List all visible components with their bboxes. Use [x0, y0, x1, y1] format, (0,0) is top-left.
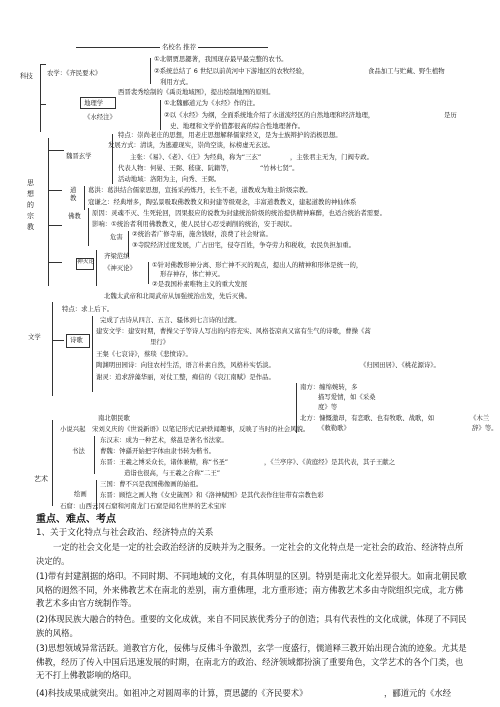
calli-label: 书法 [72, 447, 85, 455]
shen-fan: 齐梁范缜 [104, 252, 130, 260]
shen-book-bracket [148, 262, 149, 284]
bracket-tick [40, 64, 46, 65]
dao-line-1: 葛洪：葛洪结合儒家思想，宣扬采药炼丹，长生不老，道教成为地主阶级宗教。 [88, 186, 312, 194]
folk-north-bracket: 《敕勒歌》 [318, 424, 350, 432]
point-2: (2)体现民族大融合的特色。重要的文化成就，来自不同民族优秀分子的创造；具有代表性的文化成就，体现了不同民族的风格。 [36, 614, 467, 638]
fo-line-4: ③寺院经济过度发展，广占田宅，侵夺百姓，争夺劳力和税收，农民负担加重。 [132, 241, 356, 249]
map-note: 西晋裴秀绘制的《禹贡地域图》，提出绘制地图的原则。 [118, 88, 275, 96]
fo-label: 佛教 [68, 212, 81, 220]
calli-line-3b: ，《兰亭序》、《黄庭经》是其代表，其子王献之 [264, 458, 395, 466]
paint-label: 绘画 [74, 490, 87, 498]
dao-label: 道教 [70, 186, 77, 202]
point-4: (4)科技成果成就突出。如祖冲之对圆周率的计算，贾思勰的《齐民要术》 [36, 688, 308, 698]
thought-label: 思想的宗教 [27, 179, 34, 231]
lit-features: 特点：求上后下。 [62, 305, 114, 313]
bracket-tick [48, 225, 62, 226]
bracket-tick [48, 190, 62, 191]
folk-north-1: 北方：慷慨激昂，有恋歌、也有牧歌、战歌，如 [300, 414, 435, 422]
fo-line-3: ②统治者广修寺庙，施舍钱财，浪费了社会财富。 [132, 230, 272, 238]
fo-line-1: 原因：灵魂不灭、生死轮回，因果报应的说教为封建统治阶级的统治提供精神麻醉，也适合统治者需要。 [92, 209, 386, 217]
section-subtitle: 1、关于文化特点与社会政治、经济特点的关系 [36, 528, 214, 538]
folk-north-3: 辞》等。 [472, 424, 498, 432]
dao-bracket [84, 186, 85, 210]
shuijing-line-1: ①北魏郦道元为《水经》作的注。 [164, 99, 260, 107]
shen-claim-1b: 形存神存，体亡神灭。 [160, 270, 224, 278]
geo-label: 地理学 [84, 99, 104, 107]
shen-label: 神灭论 [77, 259, 95, 265]
paint-line-2: 东晋：顾恺之画人物《女史箴图》和《洛神赋图》是其代表作往往带有宗教色彩 [100, 491, 324, 499]
intro-paragraph: 一定的社会文化是一定的社会政治经济的反映并为之服务。一定社会的文化特点是一定社会的政治、经济特点所决定的。 [36, 542, 464, 566]
calli-bracket [94, 436, 95, 474]
shen-weiban: 北魏太武帝和北周武帝从加强统治出发，先后灭佛。 [104, 292, 251, 300]
header-rule-left [76, 47, 160, 48]
poetry-line-1: 完成了古诗从四言、五言、骚体到七言诗的过渡。 [100, 316, 241, 324]
novel-line-2: 宋刘义庆的《世说新语》以笔记形式记录轶闻趣事，反映了当时的社会风貌。 [92, 425, 310, 433]
wei-line-2: 发展方式：清谈，为逃避现实，崇尚空谈，标榜虚无玄远。 [108, 141, 275, 149]
lit-label: 文学 [28, 333, 41, 341]
calli-line-1: 东汉末：成为一种艺术，蔡邕是著名书法家。 [100, 436, 228, 444]
header-title: 名校名 推荐 [162, 43, 196, 51]
folk-north-2: 《木兰 [470, 414, 490, 422]
fo-bracket [88, 208, 89, 246]
dao-line-2: 寇谦之：经典增多，陶弘景吸取佛教教义和封建等级观念，丰富道教教义，建起道教的神仙体系 [88, 198, 357, 206]
wei-line-4b: “竹林七贤”。 [260, 164, 299, 172]
shen-bracket [96, 250, 97, 286]
folk-south-3: 度》等 [318, 403, 338, 411]
agri-line-2b: 食品加工与贮藏、野生植物 [368, 67, 445, 75]
poetry-line-3: 王粲《七哀诗》，蔡琰《悲愤诗》。 [96, 350, 192, 358]
shuijing-bracket [160, 100, 161, 130]
shen-book: 《神灭论》 [104, 264, 136, 272]
bracket-tick [48, 262, 62, 263]
poetry-line-2b: 里行》 [150, 338, 170, 346]
poetry-line-4: 陶渊明田园诗：向往农村生活，语言朴素自然，风格朴实恬淡。 [96, 361, 275, 369]
shuijing-line-2: ②以《水经》为纲，全面系统地介绍了水道流经区的自然地理和经济地理， [164, 111, 375, 119]
bracket-tick [48, 150, 64, 151]
wei-line-5: 活动地域：洛阳为主，向秀、王弼。 [118, 175, 221, 183]
bracket-tick [40, 104, 46, 105]
agri-line-2: ②系统总结了 6 世纪以前黄河中下游地区的农牧经验， [154, 67, 309, 75]
shuijing-line-3: 史、地理和文学价值都很高的综合性地理著作。 [170, 122, 305, 130]
calli-line-4: 造诣也很高，与王羲之合称“二王” [124, 469, 221, 477]
novel-line-1: 南北朝民歌 [98, 414, 130, 422]
poetry-label: 诗歌 [70, 336, 83, 344]
header-rule-right [198, 47, 268, 48]
shen-claim-1: ①针对佛教形神分离、形亡神不灭的观点，提出人的精神和形体是统一的， [152, 261, 363, 269]
paint-line-3: 石窟：山西云冈石窟和河南龙门石窟是闻名世界的艺术宝库 [60, 502, 227, 510]
wei-line-4: 代表人物：何晏、王弼、嵇康、阮籍等， [118, 164, 234, 172]
wei-label: 魏晋玄学 [66, 152, 92, 160]
art-bracket [52, 420, 53, 506]
point-1: (1)带有封建割据的烙印。不同时期、不同地域的文化，有具体明显的区别。特别是南北文化差异很大。如南北朝民歌风格的迥然不同，外来佛教艺术在南北的差别，南方重佛理，北方重形迹；南方佛教艺术多由寺院组织完成，北方佛教艺术多由官方统制作等。 [36, 571, 467, 608]
art-label: 艺术 [34, 475, 48, 483]
section-title: 重点、难点、考点 [36, 514, 116, 525]
poetry-line-2: 建安文学：建安时期，曹操父子等诗人写出的内容充实、风格苍凉真又富有生气的诗歌，曹操《蒿 [96, 327, 371, 335]
agri-line-3: 利用方式。 [160, 78, 192, 86]
point-3: (3)思想领域异常活跃。道教官方化，佞佛与反佛斗争激烈，玄学一度盛行，儒道释三教开始出现合流的迹象。尤其是佛教，经历了传入中国后迅速发展的时期，在南北方的政治、经济领域都扮演了重要角色，文学艺术的各个门类，也无不打上佛教影响的烙印。 [36, 643, 467, 680]
poetry-bracket [92, 316, 93, 392]
agri-bracket [150, 58, 151, 84]
bracket-tick [52, 340, 64, 341]
agri-label: 农学：《齐民要术》 [47, 69, 102, 77]
poetry-line-5: 谢灵：追求辞藻华丽，对仗工整，痴信的《哀江南赋》是作品。 [96, 373, 275, 381]
shuijing-line-2b: 是历 [444, 111, 457, 119]
thought-bracket [48, 138, 49, 286]
poetry-line-4b: 《归园田居》、《桃花源诗》。 [360, 361, 440, 369]
agri-line-1: ①北朝贾思勰著，我国现存最早最完整的农书。 [154, 55, 288, 63]
paint-line-1: 三国：曹不兴是我国佛像画的始祖。 [100, 480, 203, 488]
folk-south-1: 南方：缠绵婉转，多 [300, 383, 358, 391]
calli-line-3: 东晋：王羲之博采众长，诸体兼精，称“书圣” [100, 458, 229, 466]
point-4b: ，郦道元的《水经 [384, 688, 451, 698]
wei-line-3: 主张：《易》、《老》、《庄》为经典，称为“三玄” [130, 153, 262, 161]
fo-line-2: 影响：①统治者利用佛教教义，使人民甘心忍受剥削的统治，安于现状。 [92, 220, 296, 228]
science-bracket [40, 64, 41, 132]
shuijing-label: 《水经注》 [84, 113, 116, 121]
folk-south-2: 描写爱情，如《采桑 [318, 393, 376, 401]
wei-line-3b: ，主张君主无为，门阀专政。 [290, 153, 374, 161]
lit-bracket [52, 302, 53, 396]
shen-claim-2: ②是我国朴素唯物主义的重大发展 [152, 280, 248, 288]
calli-line-2: 曹魏：钟繇开始把字体由隶书转为楷书。 [100, 447, 216, 455]
fo-harm: 危害 [110, 233, 123, 241]
science-label: 科技 [20, 72, 33, 80]
novel-label: 小说兴起 [60, 425, 86, 433]
wei-line-1: 特点：崇尚老庄的思想，用老庄思想解释儒家经义，是为士族辩护的消极思想。 [118, 131, 342, 139]
